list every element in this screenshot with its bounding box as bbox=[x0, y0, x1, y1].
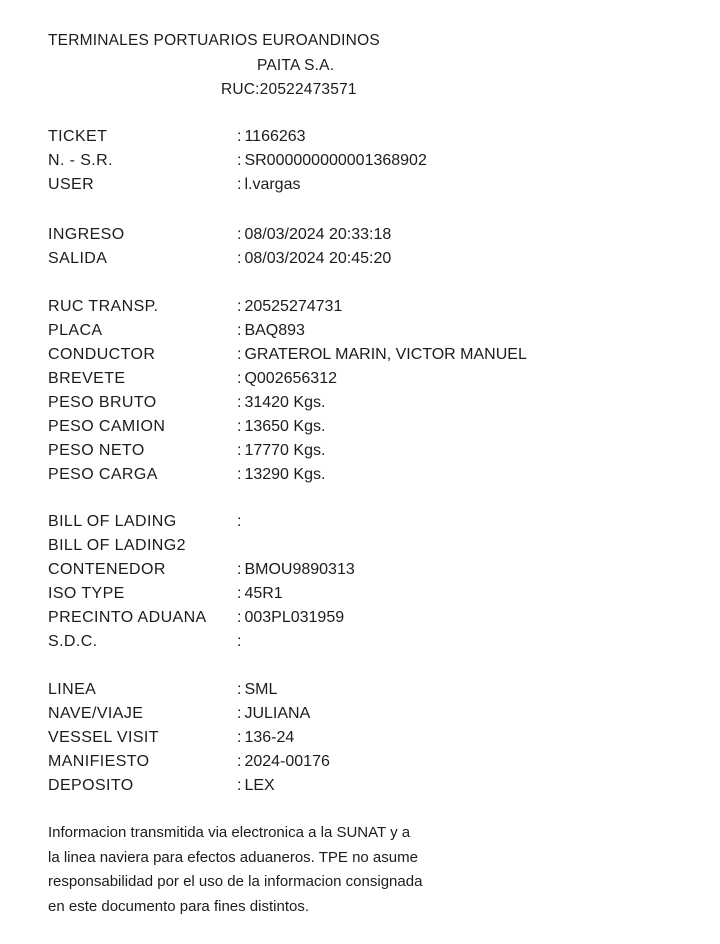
field-value bbox=[237, 510, 244, 534]
field-value bbox=[237, 463, 325, 487]
field-label: PESO CAMION bbox=[48, 418, 166, 435]
company-ruc: RUC:20522473571 bbox=[221, 81, 357, 98]
field-label: INGRESO bbox=[48, 226, 125, 243]
field-separator: : bbox=[237, 681, 242, 698]
field-value-text: 08/03/2024 20:45:20 bbox=[244, 250, 392, 267]
field-separator: : bbox=[237, 346, 242, 363]
field-row bbox=[48, 750, 668, 774]
field-value-text: SR000000000001368902 bbox=[244, 152, 427, 169]
footer-note-line: Informacion transmitida via electronica a la SUNAT y a bbox=[48, 824, 411, 841]
field-separator: : bbox=[237, 442, 242, 459]
field-value-text: 45R1 bbox=[244, 585, 283, 602]
field-label: DEPOSITO bbox=[48, 777, 134, 794]
field-value bbox=[237, 295, 342, 319]
field-label: PLACA bbox=[48, 322, 103, 339]
field-value-text: 003PL031959 bbox=[244, 609, 345, 626]
field-separator: : bbox=[237, 226, 242, 243]
field-label: MANIFIESTO bbox=[48, 753, 150, 770]
field-label: NAVE/VIAJE bbox=[48, 705, 144, 722]
field-value-text: 08/03/2024 20:33:18 bbox=[244, 226, 392, 243]
field-row bbox=[48, 463, 668, 487]
field-value bbox=[237, 173, 300, 197]
company-name: TERMINALES PORTUARIOS EUROANDINOS bbox=[48, 32, 380, 49]
field-label: RUC TRANSP. bbox=[48, 298, 159, 315]
field-value bbox=[237, 343, 527, 367]
field-separator: : bbox=[237, 322, 242, 339]
field-value-text: BAQ893 bbox=[244, 322, 305, 339]
field-label: ISO TYPE bbox=[48, 585, 125, 602]
field-row bbox=[48, 247, 668, 271]
field-value bbox=[237, 558, 355, 582]
field-separator: : bbox=[237, 513, 242, 530]
footer-note-line: la linea naviera para efectos aduaneros. TPE no asume bbox=[48, 848, 418, 866]
field-value bbox=[237, 247, 391, 271]
field-row bbox=[48, 149, 668, 173]
field-value bbox=[237, 750, 330, 774]
field-separator: : bbox=[237, 298, 242, 315]
field-value-text: JULIANA bbox=[244, 705, 311, 722]
field-value-text: 136-24 bbox=[244, 729, 295, 746]
field-row bbox=[48, 319, 668, 343]
field-label: N. - S.R. bbox=[48, 152, 113, 169]
field-value bbox=[237, 319, 305, 343]
field-value bbox=[237, 606, 344, 630]
field-label: TICKET bbox=[48, 128, 108, 145]
footer-note-line: responsabilidad por el uso de la informacion consignada bbox=[48, 873, 423, 890]
field-value-text: 13290 Kgs. bbox=[244, 466, 326, 483]
field-value bbox=[237, 223, 391, 247]
field-value-text: 2024-00176 bbox=[244, 753, 330, 770]
field-value bbox=[237, 726, 294, 750]
field-separator: : bbox=[237, 250, 242, 267]
field-label: CONTENEDOR bbox=[48, 561, 166, 578]
field-value bbox=[237, 702, 310, 726]
field-row bbox=[48, 367, 668, 391]
footer-note bbox=[48, 821, 608, 919]
field-row bbox=[48, 510, 668, 534]
field-value bbox=[237, 774, 275, 798]
field-row bbox=[48, 678, 668, 702]
field-separator: : bbox=[237, 753, 242, 770]
field-row bbox=[48, 558, 668, 582]
field-value-text: Q002656312 bbox=[244, 370, 337, 387]
field-row bbox=[48, 582, 668, 606]
time-section bbox=[48, 223, 668, 271]
field-value bbox=[237, 125, 306, 149]
field-value-text: l.vargas bbox=[244, 176, 301, 193]
field-value-text: SML bbox=[244, 681, 278, 698]
field-separator: : bbox=[237, 729, 242, 746]
field-label: USER bbox=[48, 176, 95, 193]
footer-note-line: en este documento para fines distintos. bbox=[48, 897, 309, 915]
field-label: VESSEL VISIT bbox=[48, 729, 159, 746]
field-row bbox=[48, 534, 668, 558]
field-label: SALIDA bbox=[48, 250, 108, 267]
field-row bbox=[48, 630, 668, 654]
field-row bbox=[48, 173, 668, 197]
field-separator: : bbox=[237, 128, 242, 145]
field-row bbox=[48, 702, 668, 726]
field-row bbox=[48, 439, 668, 463]
field-separator: : bbox=[237, 609, 242, 626]
field-value-text: 31420 Kgs. bbox=[244, 394, 326, 411]
field-row bbox=[48, 415, 668, 439]
field-separator: : bbox=[237, 561, 242, 578]
field-value-text: BMOU9890313 bbox=[244, 561, 355, 578]
field-value bbox=[237, 439, 325, 463]
field-value bbox=[237, 582, 283, 606]
transport-section bbox=[48, 295, 668, 487]
field-row bbox=[48, 606, 668, 630]
field-row bbox=[48, 223, 668, 247]
field-value bbox=[237, 630, 244, 654]
field-separator: : bbox=[237, 585, 242, 602]
field-separator: : bbox=[237, 394, 242, 411]
cargo-section bbox=[48, 510, 668, 654]
field-separator: : bbox=[237, 466, 242, 483]
field-separator: : bbox=[237, 152, 242, 169]
field-separator: : bbox=[237, 633, 242, 650]
field-separator: : bbox=[237, 370, 242, 387]
field-value-text: LEX bbox=[244, 777, 275, 794]
field-label: BREVETE bbox=[48, 370, 126, 387]
field-row bbox=[48, 343, 668, 367]
field-value bbox=[237, 367, 337, 391]
field-label: BILL OF LADING bbox=[48, 513, 177, 530]
field-value bbox=[237, 678, 277, 702]
field-row bbox=[48, 125, 668, 149]
field-value bbox=[237, 149, 427, 173]
field-label: LINEA bbox=[48, 681, 97, 698]
field-separator: : bbox=[237, 176, 242, 193]
field-label: BILL OF LADING2 bbox=[48, 537, 186, 554]
field-separator: : bbox=[237, 418, 242, 435]
field-row bbox=[48, 391, 668, 415]
field-value-text: 13650 Kgs. bbox=[244, 418, 326, 435]
field-row bbox=[48, 726, 668, 750]
vessel-section bbox=[48, 678, 668, 798]
field-value-text: 1166263 bbox=[244, 128, 306, 145]
company-subtitle: PAITA S.A. bbox=[257, 57, 335, 74]
field-label: S.D.C. bbox=[48, 633, 98, 650]
field-label: PESO CARGA bbox=[48, 466, 158, 483]
field-separator: : bbox=[237, 777, 242, 794]
field-label: PESO NETO bbox=[48, 442, 145, 459]
field-row bbox=[48, 295, 668, 319]
field-label: PRECINTO ADUANA bbox=[48, 609, 207, 626]
field-value bbox=[237, 391, 325, 415]
ticket-info-section bbox=[48, 125, 668, 197]
field-label: CONDUCTOR bbox=[48, 346, 156, 363]
field-value bbox=[237, 415, 325, 439]
field-label: PESO BRUTO bbox=[48, 394, 157, 411]
field-value-text: 17770 Kgs. bbox=[244, 442, 326, 459]
field-row bbox=[48, 774, 668, 798]
field-value-text: GRATEROL MARIN, VICTOR MANUEL bbox=[244, 346, 527, 363]
field-separator: : bbox=[237, 705, 242, 722]
field-value-text: 20525274731 bbox=[244, 298, 343, 315]
